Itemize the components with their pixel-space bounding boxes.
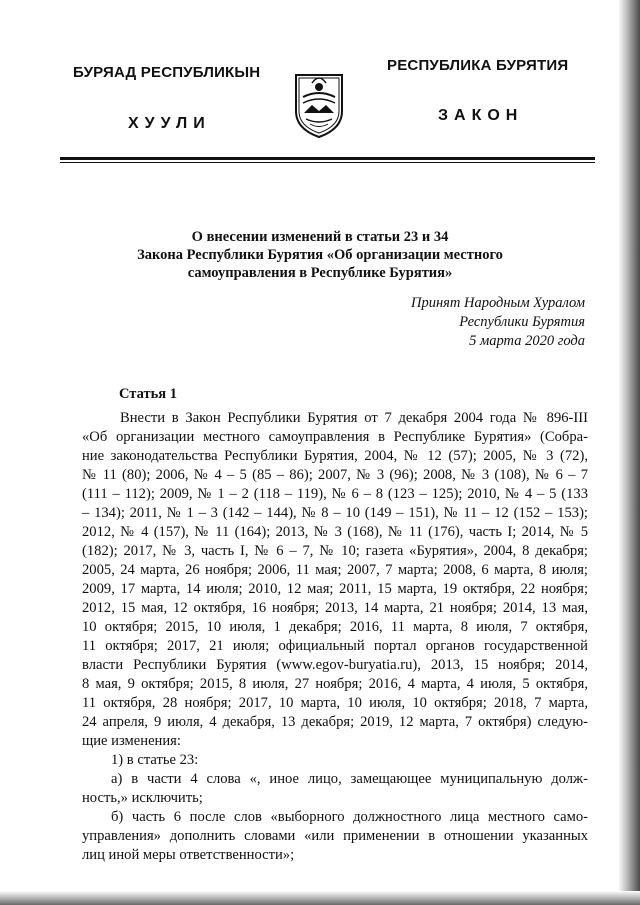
adoption-note [325,294,585,351]
body-line: 8 мая, 9 октября; 2015, 8 июля, 27 ноября; 2016, 4 марта, 4 июля, 5 октября, [82,676,588,692]
body-line: – 134); 2011, № 1 – 3 (142 – 144), № 8 – 10 (149 – 151), № 11 – 12 (152 – 153); [82,505,588,521]
body-line: власти Республики Бурятия (www.egov-buryatia.ru), 2013, 15 ноября; 2014, [82,657,588,673]
law-title [120,228,520,282]
law-title-line: самоуправления в Республике Бурятия» [187,265,453,281]
body-line: 2005, 24 марта, 26 ноября; 2006, 11 мая; 2007, 7 марта; 2008, 6 марта, 8 июля; [82,562,588,578]
body-line: ность,» исключить; [82,790,203,806]
coat-of-arms-emblem [290,67,348,139]
header-divider-thin [60,162,595,163]
body-line: 2012, № 4 (157), № 11 (164); 2013, № 3 (168), № 11 (176), часть I; 2014, № 5 [82,524,588,540]
list-item-line: а) в части 4 слова «, иное лицо, замещающее муниципальную долж- [111,771,588,787]
body-line: (182); 2017, № 3, часть I, № 6 – 7, № 10; газета «Бурятия», 2004, 8 декабря; [82,543,588,559]
scan-shadow-bottom [0,891,640,905]
scan-shadow-right [618,0,640,905]
body-line: 2012, 15 мая, 12 октября, 16 ноября; 2013, 14 марта, 21 ноября; 2014, 13 мая, [82,600,588,616]
body-line: 2009, 17 марта, 14 июля; 2010, 12 мая; 2011, 15 марта, 19 октября, 22 ноября; [82,581,588,597]
header-right-title: РЕСПУБЛИКА БУРЯТИЯ [387,57,569,74]
adoption-note-line: Принят Народным Хуралом [410,295,585,311]
body-line: ние законодательства Республики Бурятия, 2004, № 12 (57); 2005, № 3 (72), [82,448,588,464]
body-line: 11 октября; 2017, 21 июля; официальный портал органов государственной [82,638,588,654]
header-right-doc-type: ЗАКОН [438,107,524,124]
list-item-line: 1) в статье 23: [111,752,199,768]
body-line: 11 октября, 28 ноября; 2017, 10 марта, 10 июля, 10 октября; 2018, 7 марта, [82,695,588,711]
header-divider-thick [60,157,595,160]
article-body [82,409,588,865]
body-line: лиц иной меры ответственности»; [82,847,295,863]
law-title-line: Закона Республики Бурятия «Об организации местного [137,247,503,263]
body-line: щие изменения: [82,733,181,749]
body-line: 10 октября; 2015, 10 июля, 1 декабря; 2016, 11 марта, 8 июля, 7 октября, [82,619,588,635]
adoption-note-line: 5 марта 2020 года [469,333,585,349]
article-heading: Статья 1 [119,386,177,402]
body-line: «Об организации местного самоуправления в Республике Бурятия» (Собра- [82,429,588,445]
header-left-title: БУРЯАД РЕСПУБЛИКЫН [73,64,261,81]
body-line: № 11 (80); 2006, № 4 – 5 (85 – 86); 2007, № 3 (96); 2008, № 3 (108), № 6 – 7 [82,467,588,483]
body-line: управления» дополнить словами «или применении в отношении указанных [82,828,588,844]
adoption-note-line: Республики Бурятия [459,314,585,330]
body-line: Внести в Закон Республики Бурятия от 7 декабря 2004 года № 896-III [120,410,588,426]
body-line: 24 апреля, 9 июля, 4 декабря, 13 декабря; 2019, 12 марта, 7 октября) следую- [82,714,588,730]
law-title-line: О внесении изменений в статьи 23 и 34 [191,229,449,245]
header-left-doc-type: ХУУЛИ [128,115,211,132]
body-line: (111 – 112); 2009, № 1 – 2 (118 – 119), № 6 – 8 (123 – 125); 2010, № 4 – 5 (133 [82,486,588,502]
list-item-line: б) часть 6 после слов «выборного должностного лица местного само- [111,809,588,825]
